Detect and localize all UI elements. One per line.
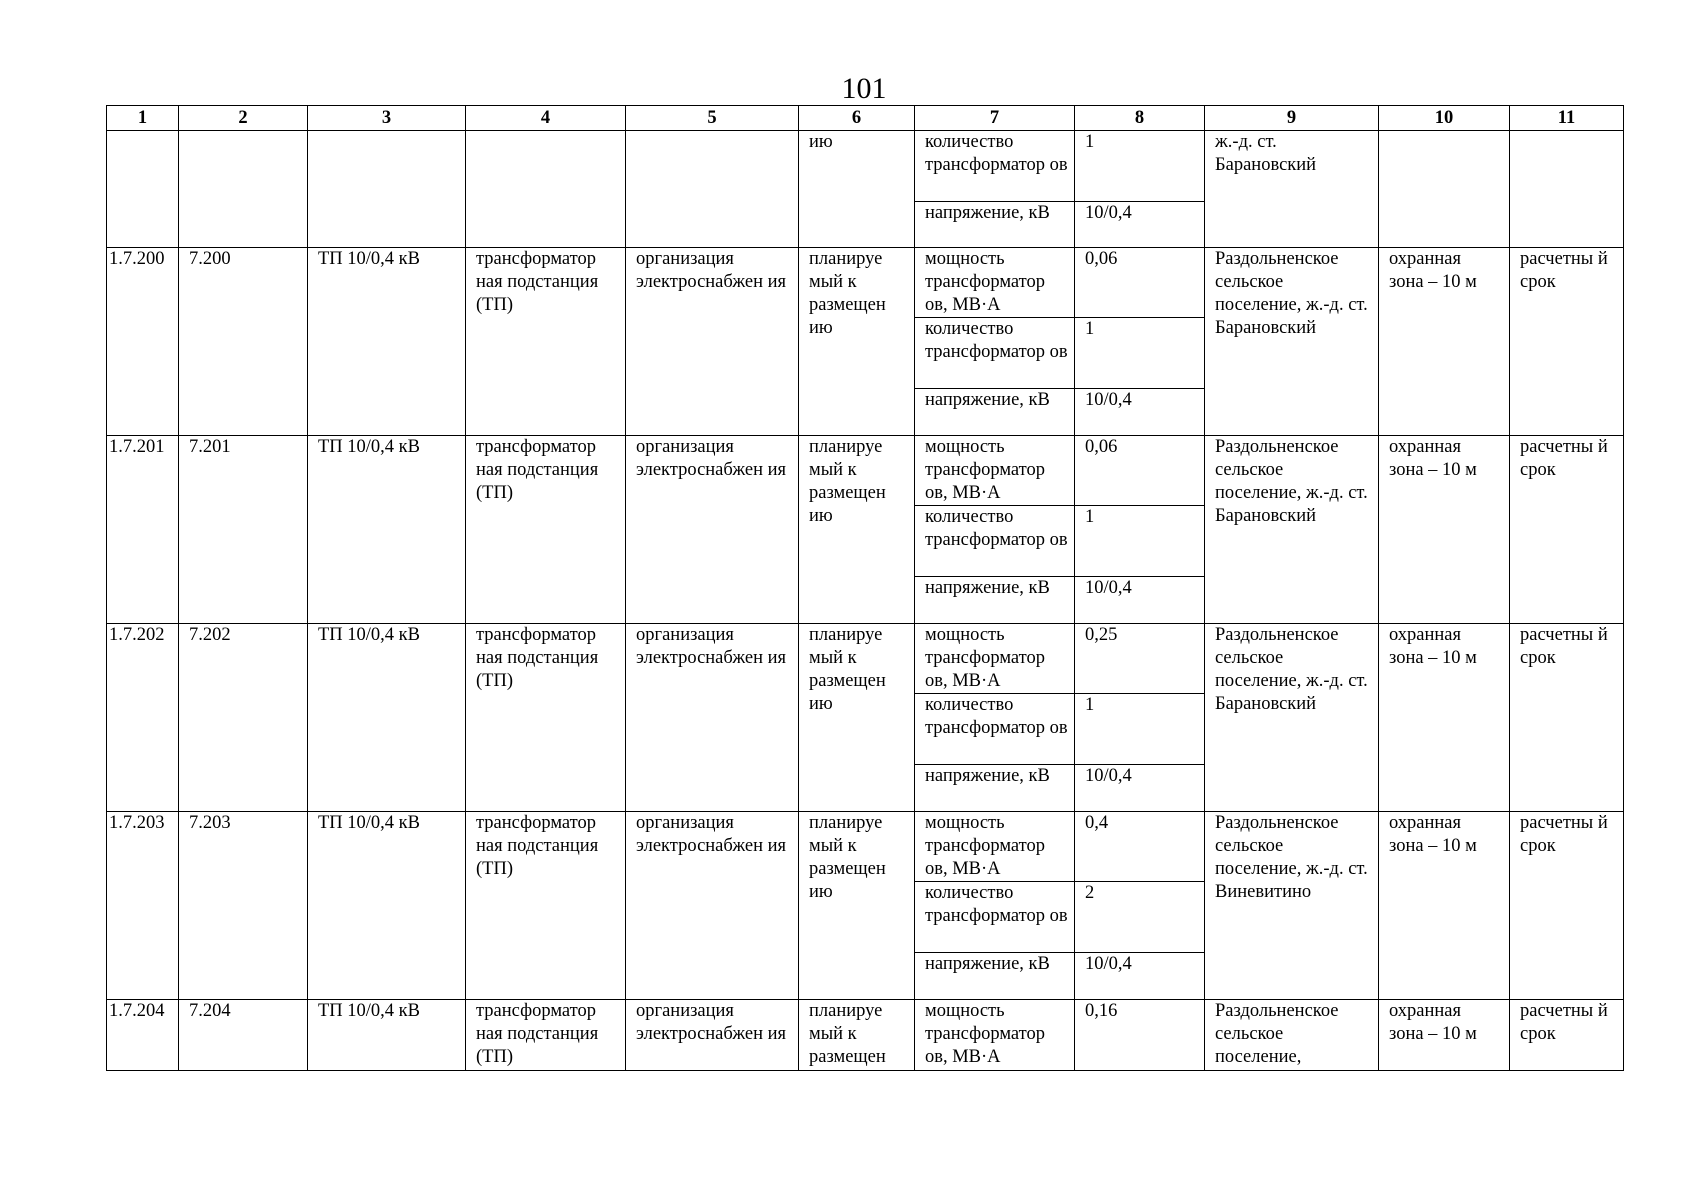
cell-location: Раздольненское сельское поселение, ж.-д. ст. Виневитино	[1205, 812, 1379, 1000]
cell-location: Раздольненское сельское поселение, ж.-д. ст. Барановский	[1205, 248, 1379, 436]
cell-param-value: 1	[1075, 318, 1205, 389]
cell-empty	[1510, 131, 1624, 248]
table-row	[107, 812, 1624, 882]
cell-param-name: количество трансформатор ов	[915, 318, 1075, 389]
cell-object-type: трансформатор ная подстанция (ТП)	[466, 624, 626, 812]
cell-number: 1.7.203	[107, 812, 179, 1000]
cell-object-name: ТП 10/0,4 кВ	[308, 248, 466, 436]
cell-object-name: ТП 10/0,4 кВ	[308, 436, 466, 624]
cell-param-name: напряжение, кВ	[915, 202, 1075, 248]
infrastructure-table	[106, 105, 1624, 1071]
cell-param-value: 10/0,4	[1075, 577, 1205, 624]
column-header: 10	[1379, 106, 1510, 131]
column-header: 1	[107, 106, 179, 131]
cell-param-value: 0,06	[1075, 436, 1205, 506]
cell-param-value: 10/0,4	[1075, 202, 1205, 248]
column-header: 8	[1075, 106, 1205, 131]
cell-param-value: 1	[1075, 131, 1205, 202]
cell-purpose: организация электроснабжен ия	[626, 1000, 799, 1071]
page-number: 101	[841, 72, 887, 105]
cell-code: 7.202	[179, 624, 308, 812]
column-header: 11	[1510, 106, 1624, 131]
cell-empty	[308, 131, 466, 248]
cell-term: расчетны й срок	[1510, 812, 1624, 1000]
cell-code: 7.204	[179, 1000, 308, 1071]
cell-term: расчетны й срок	[1510, 624, 1624, 812]
column-header: 3	[308, 106, 466, 131]
cell-param-value: 0,25	[1075, 624, 1205, 694]
cell-param-value: 0,4	[1075, 812, 1205, 882]
cell-zone: охранная зона – 10 м	[1379, 248, 1510, 436]
cell-empty	[107, 131, 179, 248]
cell-number: 1.7.200	[107, 248, 179, 436]
cell-zone: охранная зона – 10 м	[1379, 1000, 1510, 1071]
cell-param-name: количество трансформатор ов	[915, 882, 1075, 953]
cell-purpose: организация электроснабжен ия	[626, 624, 799, 812]
table-row	[107, 436, 1624, 506]
cell-status: планируе мый к размещен ию	[799, 248, 915, 436]
cell-param-value: 10/0,4	[1075, 389, 1205, 436]
table-row	[107, 248, 1624, 318]
cell-location: Раздольненское сельское поселение, ж.-д. ст. Барановский	[1205, 436, 1379, 624]
column-header: 4	[466, 106, 626, 131]
cell-object-type: трансформатор ная подстанция (ТП)	[466, 1000, 626, 1071]
cell-term: расчетны й срок	[1510, 436, 1624, 624]
cell-status: планируе мый к размещен ию	[799, 812, 915, 1000]
cell-param-name: напряжение, кВ	[915, 577, 1075, 624]
cell-param-name: мощность трансформатор ов, МВ·А	[915, 248, 1075, 318]
cell-param-name: количество трансформатор ов	[915, 506, 1075, 577]
cell-zone: охранная зона – 10 м	[1379, 812, 1510, 1000]
cell-status-continued: ию	[799, 131, 915, 248]
cell-status: планируе мый к размещен ию	[799, 624, 915, 812]
cell-param-value: 1	[1075, 506, 1205, 577]
cell-purpose: организация электроснабжен ия	[626, 812, 799, 1000]
cell-status: планируе мый к размещен	[799, 1000, 915, 1071]
cell-object-name: ТП 10/0,4 кВ	[308, 812, 466, 1000]
header-row	[107, 106, 1624, 131]
cell-purpose: организация электроснабжен ия	[626, 248, 799, 436]
cell-zone: охранная зона – 10 м	[1379, 624, 1510, 812]
cell-location: Раздольненское сельское поселение,	[1205, 1000, 1379, 1071]
cell-status: планируе мый к размещен ию	[799, 436, 915, 624]
cell-term: расчетны й срок	[1510, 248, 1624, 436]
cell-object-type: трансформатор ная подстанция (ТП)	[466, 436, 626, 624]
column-header: 9	[1205, 106, 1379, 131]
cell-param-name: мощность трансформатор ов, МВ·А	[915, 436, 1075, 506]
cell-number: 1.7.201	[107, 436, 179, 624]
cell-param-name: количество трансформатор ов	[915, 694, 1075, 765]
cell-param-value: 0,06	[1075, 248, 1205, 318]
cell-object-type: трансформатор ная подстанция (ТП)	[466, 248, 626, 436]
column-header: 5	[626, 106, 799, 131]
cell-param-name: напряжение, кВ	[915, 953, 1075, 1000]
cell-object-name: ТП 10/0,4 кВ	[308, 624, 466, 812]
table-row	[107, 1000, 1624, 1071]
cell-param-name: мощность трансформатор ов, МВ·А	[915, 1000, 1075, 1071]
column-header: 2	[179, 106, 308, 131]
cell-number: 1.7.204	[107, 1000, 179, 1071]
cell-object-name: ТП 10/0,4 кВ	[308, 1000, 466, 1071]
table-row	[107, 624, 1624, 694]
cell-zone: охранная зона – 10 м	[1379, 436, 1510, 624]
cell-number: 1.7.202	[107, 624, 179, 812]
cell-param-value: 1	[1075, 694, 1205, 765]
cell-term: расчетны й срок	[1510, 1000, 1624, 1071]
cell-param-name: мощность трансформатор ов, МВ·А	[915, 812, 1075, 882]
cell-code: 7.200	[179, 248, 308, 436]
column-header: 6	[799, 106, 915, 131]
cell-empty	[626, 131, 799, 248]
cell-param-name: напряжение, кВ	[915, 389, 1075, 436]
cell-param-name: количество трансформатор ов	[915, 131, 1075, 202]
cell-param-name: напряжение, кВ	[915, 765, 1075, 812]
cell-code: 7.203	[179, 812, 308, 1000]
cell-empty	[466, 131, 626, 248]
cell-param-value: 0,16	[1075, 1000, 1205, 1071]
column-header: 7	[915, 106, 1075, 131]
cell-param-name: мощность трансформатор ов, МВ·А	[915, 624, 1075, 694]
cell-location: Раздольненское сельское поселение, ж.-д. ст. Барановский	[1205, 624, 1379, 812]
cell-param-value: 2	[1075, 882, 1205, 953]
cell-empty	[179, 131, 308, 248]
cell-param-value: 10/0,4	[1075, 953, 1205, 1000]
cell-object-type: трансформатор ная подстанция (ТП)	[466, 812, 626, 1000]
continuation-row	[107, 131, 1624, 202]
cell-purpose: организация электроснабжен ия	[626, 436, 799, 624]
cell-empty	[1379, 131, 1510, 248]
cell-code: 7.201	[179, 436, 308, 624]
cell-param-value: 10/0,4	[1075, 765, 1205, 812]
cell-location: ж.-д. ст. Барановский	[1205, 131, 1379, 248]
